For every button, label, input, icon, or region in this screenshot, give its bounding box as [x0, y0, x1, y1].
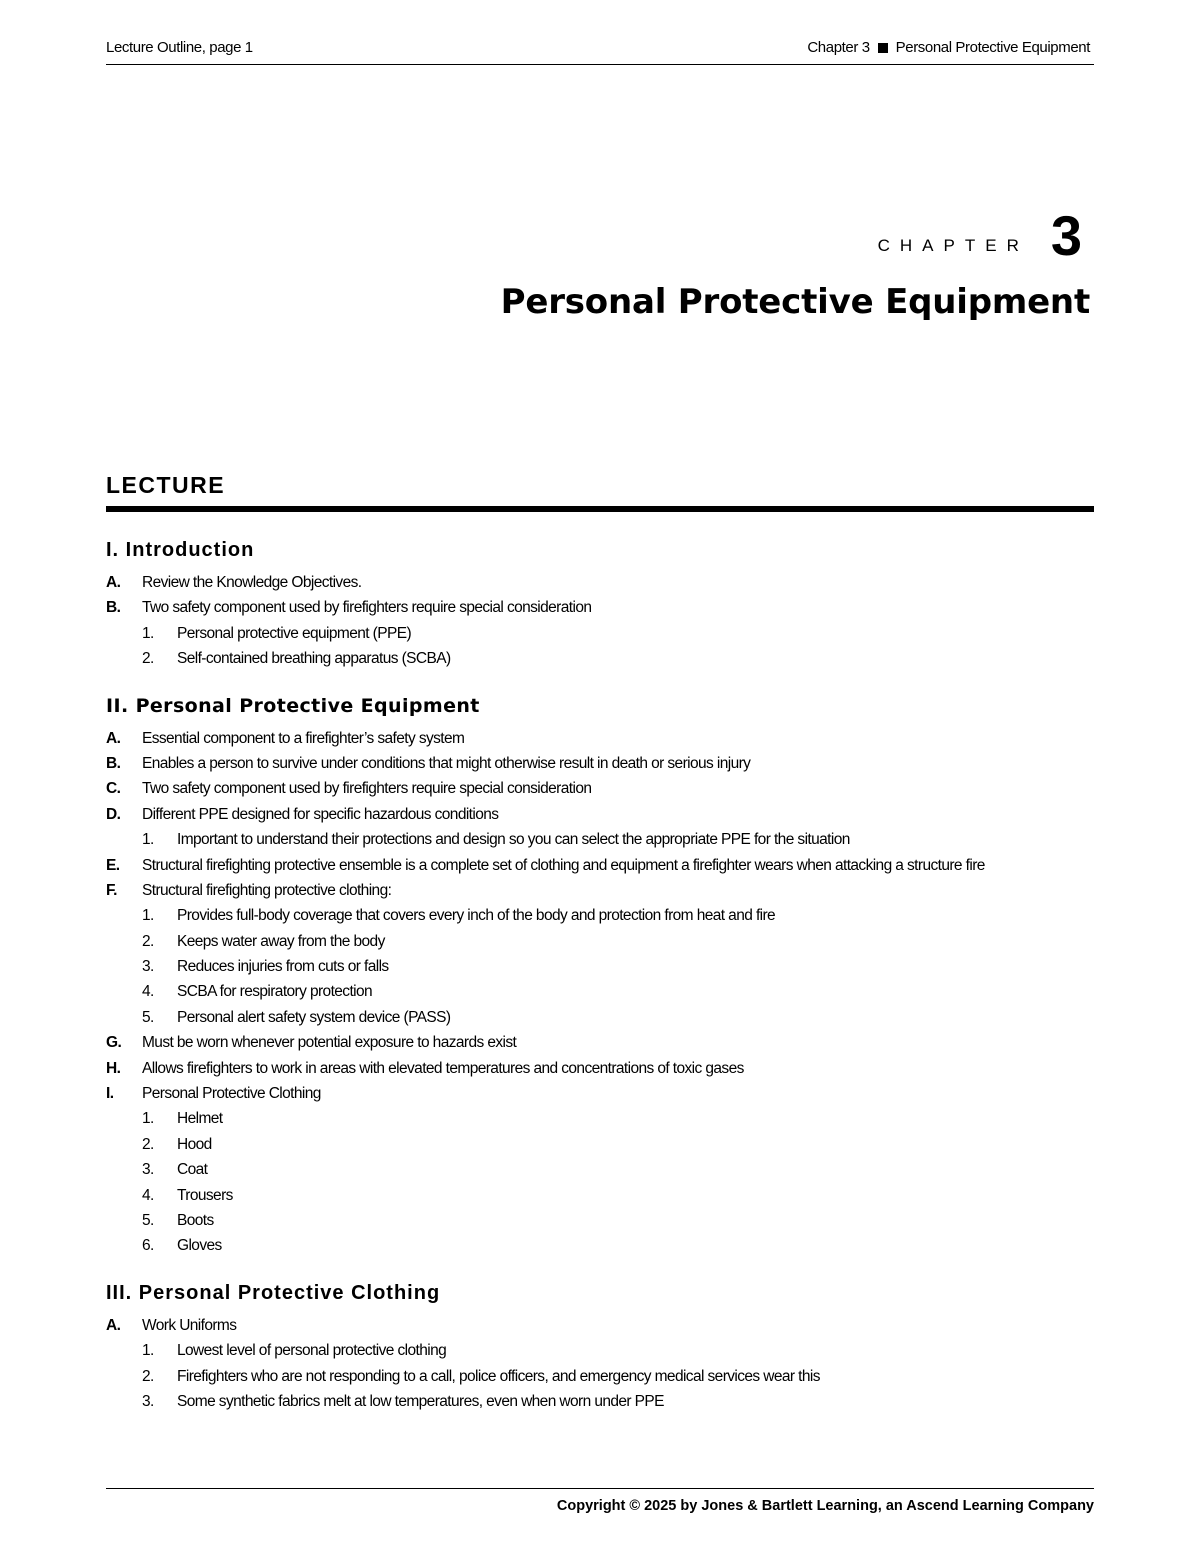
- item-marker: G.: [106, 1034, 122, 1052]
- item-marker: 3.: [142, 958, 154, 976]
- item-marker: B.: [106, 599, 121, 617]
- outline-subitem: [106, 1338, 1094, 1363]
- item-text: Reduces injuries from cuts or falls: [177, 958, 389, 976]
- outline-item: [106, 1313, 1094, 1338]
- item-marker: A.: [106, 1316, 121, 1334]
- chapter-title: Personal Protective Equipment: [500, 282, 1090, 322]
- item-text: Self-contained breathing apparatus (SCBA): [177, 650, 451, 668]
- section-heading: II. Personal Protective Equipment: [106, 694, 480, 717]
- item-text: Two safety component used by firefighters require special consideration: [142, 599, 592, 617]
- square-bullet-icon: [878, 43, 888, 53]
- outline-subitem: [106, 1208, 1094, 1233]
- item-marker: B.: [106, 754, 121, 772]
- outline-item: [106, 1030, 1094, 1055]
- item-marker: 3.: [142, 1392, 154, 1410]
- item-marker: I.: [106, 1085, 114, 1103]
- copyright-footer: Copyright © 2025 by Jones & Bartlett Learning, an Ascend Learning Company: [556, 1498, 1094, 1514]
- header-page-label: Lecture Outline, page 1: [106, 39, 253, 56]
- item-marker: 4.: [142, 983, 154, 1001]
- outline-item: [106, 595, 1094, 620]
- item-marker: H.: [106, 1059, 121, 1077]
- item-marker: 3.: [142, 1161, 154, 1179]
- item-text: Personal protective equipment (PPE): [177, 624, 412, 642]
- item-text: SCBA for respiratory protection: [177, 983, 373, 1001]
- item-text: Gloves: [177, 1237, 222, 1255]
- header-chapter-title: Personal Protective Equipment: [895, 39, 1090, 56]
- outline-item: [106, 570, 1094, 595]
- item-text: Boots: [177, 1211, 214, 1229]
- outline-subitem: [106, 979, 1094, 1004]
- item-marker: A.: [106, 729, 121, 747]
- item-marker: C.: [106, 780, 121, 798]
- item-marker: 2.: [142, 1367, 154, 1385]
- outline-subitem: [106, 1106, 1094, 1131]
- item-text: Important to understand their protections and design so you can select the appropriate PPE for the situation: [177, 831, 850, 849]
- item-marker: 4.: [142, 1186, 154, 1204]
- outline-subitem: [106, 1132, 1094, 1157]
- item-text: Coat: [177, 1161, 208, 1179]
- item-marker: 1.: [142, 1342, 154, 1360]
- outline-item: [106, 751, 1094, 776]
- chapter-word: CHAPTER: [877, 236, 1029, 255]
- item-marker: 1.: [142, 831, 154, 849]
- item-marker: 6.: [142, 1237, 154, 1255]
- outline-subitem: [106, 929, 1094, 954]
- item-marker: 1.: [142, 907, 154, 925]
- chapter-number: 3: [1050, 204, 1082, 267]
- item-text: Personal alert safety system device (PASS): [177, 1008, 451, 1026]
- item-text: Must be worn whenever potential exposure to hazards exist: [142, 1034, 517, 1052]
- running-header: [106, 36, 1094, 65]
- item-text: Hood: [177, 1135, 212, 1153]
- item-text: Provides full-body coverage that covers every inch of the body and protection from heat and fire: [177, 907, 776, 925]
- item-marker: 5.: [142, 1211, 154, 1229]
- outline-item: [106, 853, 1094, 878]
- outline-item: [106, 1081, 1094, 1106]
- item-text: Structural firefighting protective ensemble is a complete set of clothing and equipment a firefighter wears when attacking a structure fire: [142, 856, 985, 874]
- outline-item: [106, 726, 1094, 751]
- outline-subitem: [106, 646, 1094, 671]
- outline-subitem: [106, 1183, 1094, 1208]
- item-text: Two safety component used by firefighters require special consideration: [142, 780, 592, 798]
- lecture-heading: LECTURE: [106, 472, 1094, 512]
- item-text: Personal Protective Clothing: [142, 1085, 321, 1103]
- lecture-outline: [106, 536, 1094, 1434]
- item-text: Some synthetic fabrics melt at low temperatures, even when worn under PPE: [177, 1392, 664, 1410]
- item-text: Essential component to a firefighter’s safety system: [142, 729, 465, 747]
- item-text: Lowest level of personal protective clothing: [177, 1342, 447, 1360]
- outline-subitem: [106, 903, 1094, 928]
- item-marker: 2.: [142, 1135, 154, 1153]
- outline-subitem: [106, 1389, 1094, 1414]
- outline-item: [106, 776, 1094, 801]
- outline-section: [106, 1279, 1094, 1415]
- outline-item: [106, 802, 1094, 827]
- outline-subitem: [106, 1233, 1094, 1258]
- item-marker: 1.: [142, 624, 154, 642]
- section-heading: I. Introduction: [106, 539, 255, 561]
- item-text: Trousers: [177, 1186, 233, 1204]
- outline-subitem: [106, 827, 1094, 852]
- outline-section: [106, 536, 1094, 672]
- item-text: Work Uniforms: [142, 1316, 237, 1334]
- item-marker: 2.: [142, 650, 154, 668]
- item-marker: D.: [106, 805, 121, 823]
- item-marker: A.: [106, 574, 121, 591]
- outline-subitem: [106, 1005, 1094, 1030]
- outline-subitem: [106, 1364, 1094, 1389]
- item-marker: F.: [106, 881, 117, 899]
- section-heading: III. Personal Protective Clothing: [106, 1281, 441, 1304]
- outline-section: [106, 692, 1094, 1259]
- header-chapter-label: Chapter 3: [807, 39, 870, 56]
- item-text: Different PPE designed for specific hazardous conditions: [142, 805, 499, 823]
- chapter-title-block: [500, 204, 1094, 322]
- outline-item: [106, 878, 1094, 903]
- item-marker: E.: [106, 856, 120, 874]
- header-chapter-info: [807, 39, 1090, 56]
- item-text: Helmet: [177, 1110, 223, 1128]
- item-marker: 2.: [142, 932, 154, 950]
- footer-rule: [106, 1488, 1094, 1489]
- outline-subitem: [106, 954, 1094, 979]
- chapter-line: [501, 204, 1094, 267]
- item-marker: 5.: [142, 1008, 154, 1026]
- item-text: Structural firefighting protective clothing:: [142, 881, 392, 899]
- outline-item: [106, 1056, 1094, 1081]
- item-text: Keeps water away from the body: [177, 932, 385, 950]
- item-text: Allows firefighters to work in areas with elevated temperatures and concentrations of toxic gases: [142, 1059, 744, 1077]
- item-text: Review the Knowledge Objectives.: [142, 574, 362, 591]
- outline-subitem: [106, 1157, 1094, 1182]
- item-text: Enables a person to survive under conditions that might otherwise result in death or serious injury: [142, 754, 751, 772]
- item-text: Firefighters who are not responding to a call, police officers, and emergency medical services wear this: [177, 1367, 820, 1385]
- item-marker: 1.: [142, 1110, 154, 1128]
- outline-subitem: [106, 621, 1094, 646]
